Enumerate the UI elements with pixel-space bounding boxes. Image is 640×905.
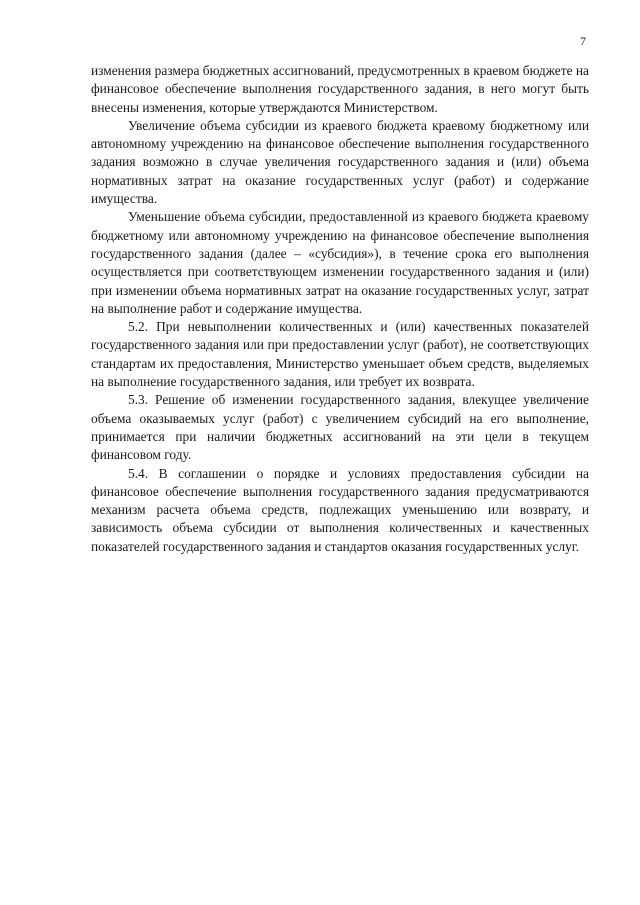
paragraph-clause-5-4: 5.4. В соглашении о порядке и условиях предоставления субсидии на финансовое обеспечение выполнения государственного задания предусматриваются механизм расчета объема средств, подлежащих уменьшению или возврату, и зависимость объема субсидии от выполнения количественных и качественных показателей государственного задания и стандартов оказания государственных услуг. xyxy=(91,465,589,554)
paragraph-subsidy-increase: Увеличение объема субсидии из краевого бюджета краевому бюджетному или автономному учреждению на финансовое обеспечение выполнения государственного задания возможно в случае увеличения государственного задания и (или) объема нормативных затрат на оказание государственных услуг (работ) и содержание имущества. xyxy=(91,117,589,207)
paragraph-clause-5-2: 5.2. При невыполнении количественных и (или) качественных показателей государственного задания или при предоставлении услуг (работ), не соответствующих стандартам их предоставления, Министерство уменьшает объем средств, выделяемых на выполнение государственного задания, или требует их возврата. xyxy=(91,319,589,390)
paragraph-clause-5-3: 5.3. Решение об изменении государственного задания, влекущее увеличение объема оказываемых услуг (работ) с увеличением субсидий на его выполнение, принимается при наличии бюджетных ассигнований на эти цели в текущем финансовом году. xyxy=(91,392,589,463)
paragraph-continuation: изменения размера бюджетных ассигнований, предусмотренных в краевом бюджете на финансовое обеспечение выполнения государственного задания, в него могут быть внесены изменения, которые утверждаются Министерством. xyxy=(91,63,590,115)
paragraph-subsidy-decrease: Уменьшение объема субсидии, предоставленной из краевого бюджета краевому бюджетному или автономному учреждению на финансовое обеспечение выполнения государственного задания (далее – «субсидия»), в течение срока его выполнения осуществляется при соответствующем изменении государственного задания и (или) при изменении объема нормативных затрат на оказание государственных услуг, затрат на выполнение работ и содержание имущества. xyxy=(91,209,589,316)
document-body xyxy=(91,62,589,556)
page-number: 7 xyxy=(580,34,586,48)
